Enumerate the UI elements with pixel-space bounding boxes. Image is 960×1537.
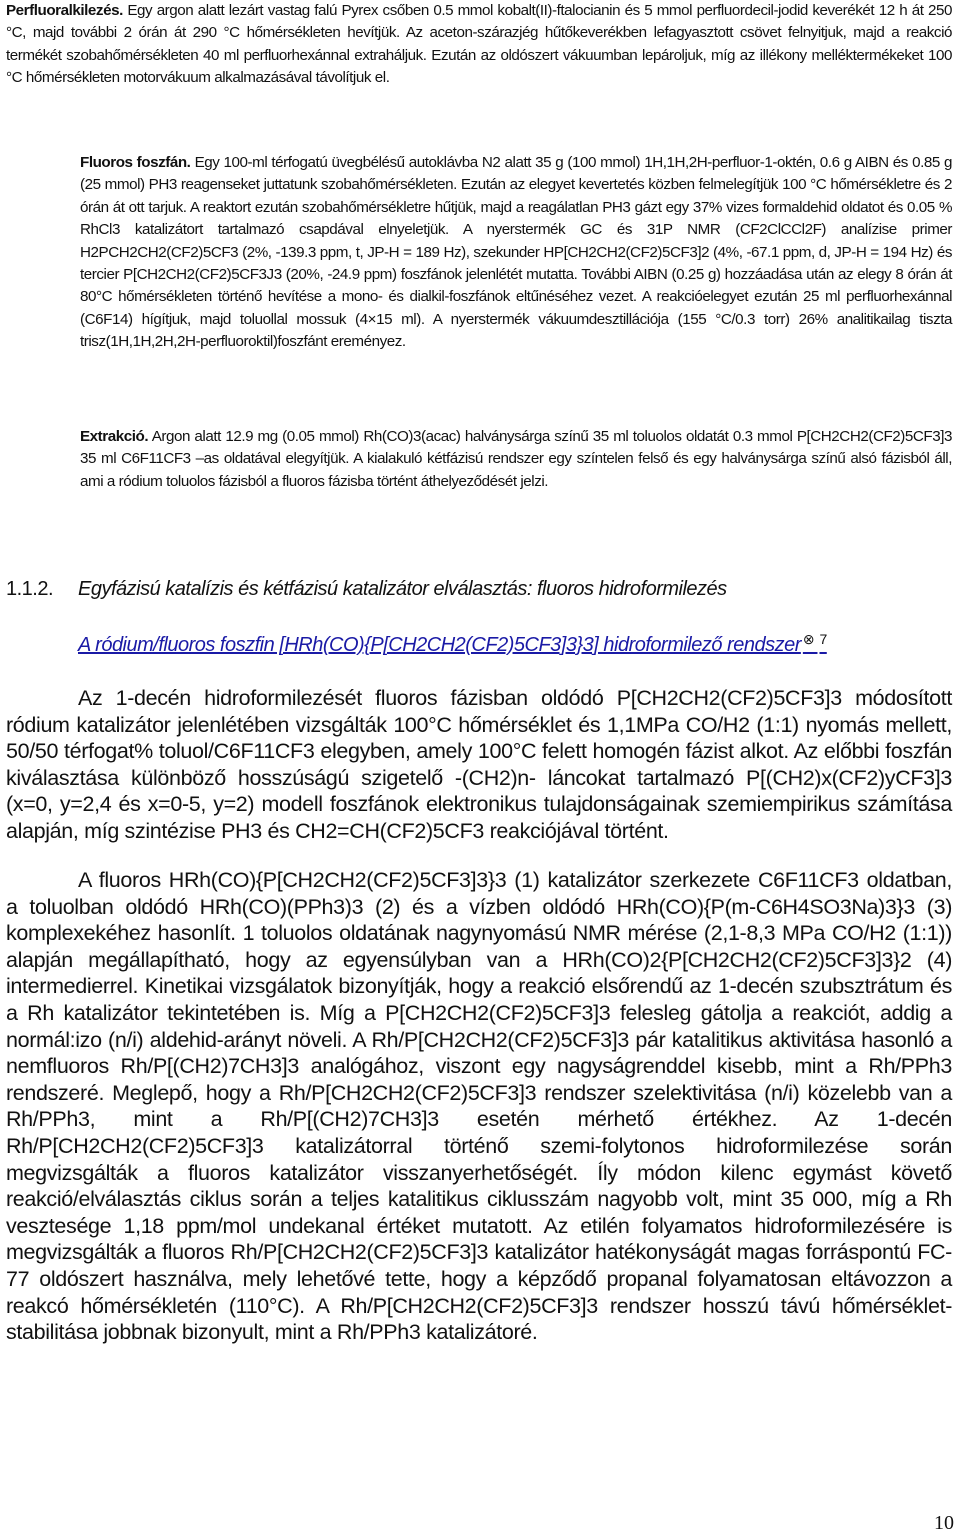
section-body: Egy argon alatt lezárt vastag falú Pyrex csőben 0.5 mmol kobalt(II)-ftalocianin és 5 mmol perfluordecil-jodid keverékét 12 h át 250 °C, majd további 2 órán át 290 °C hőmérsékleten hevítjük. Az aceton-szárazjég hűtőkeverékben lefagyasztott csövet felnyitjuk, majd a reakció termékét szobahőmérsékleten 40 ml perfluorhexánnal extraháljuk. Ezután az oldószert vákuumban lepároljuk, míg az illékony melléktermékeket 100 °C hőmérsékleten motorvákuum alkalmazásával távolítjuk el. [6, 2, 952, 87]
paragraph-1-text: Az 1-decén hidroformilezését fluoros fázisban oldódó P[CH2CH2(CF2)5CF3]3 módosított ródium katalizátor jelenlétében vizsgálták 100°C hőmérséklet és 1,1MPa CO/H2 (1:1) nyomás mellett, 50/50 térfogat% toluol/C6F11CF3 elegyben, amely 100°C felett homogén fázist alkot. Az előbbi foszfán kiválasztása különböző hosszúságú szigetelő -(CH2)n- láncokat tartalmazó P[(CH2)x(CF2)yCF3]3 (x=0, y=2,4 és x=0-5, y=2) modell foszfánok elektronikus tulajdonságainak szemiempirikus számítása alapján, míg szintézise PH3 és CH2=CH(CF2)5CF3 reakciójával történt. [6, 686, 952, 843]
reference-number: 7 [819, 631, 827, 647]
section-label: Perfluoralkilezés. [6, 2, 123, 19]
section-extrakcio [6, 426, 952, 493]
heading-number: 1.1.2. [6, 578, 54, 600]
section-heading [6, 578, 727, 601]
heading-title: Egyfázisú katalízis és kétfázisú katalizátor elválasztás: fluoros hidroformilezés [78, 578, 727, 600]
paragraph-2-text: A fluoros HRh(CO){P[CH2CH2(CF2)5CF3]3}3 (1) katalizátor szerkezete C6F11CF3 oldatban, a toluolban oldódó HRh(CO)(PPh3)3 (2) és a vízben oldódó HRh(CO){P(m-C6H4SO3Na)3}3 (3) komplexekéhez hasonlít. 1 toluolos oldatának nagynyomású NMR mérése (2,1-8,3 MPa CO/H2 (1:1)) alapján megállapítható, hogy az egyensúlyban van a HRh(CO)2{P[CH2CH2(CF2)5CF3]3}2 (4) intermedierrel. Kinetikai vizsgálatok bizonyítják, hogy a reakció elsőrendű az 1-decén szubsztrátum és a Rh katalizátor tekintetében is. Míg a P[CH2CH2(CF2)5CF3]3 felesleg gátolja a reakciót, addig a normál:izo (n/i) aldehid-arányt növeli. A Rh/P[CH2CH2(CF2)5CF3]3 pár katalitikus aktivitása hasonló a nemfluoros Rh/P[(CH2)7CH3]3 analógához, viszont egy nagyságrenddel kisebb, mint a Rh/PPh3 rendszeré. Meglepő, hogy a Rh/P[CH2CH2(CF2)5CF3]3 rendszer szelektivitása (n/i) közelebb van a Rh/PPh3, mint a Rh/P[(CH2)7CH3]3 esetén mérhető értékhez. Az 1-decén Rh/P[CH2CH2(CF2)5CF3]3 katalizátorral történő szemi-folytonos hidroformilezése során megvizsgálták a fluoros katalizátor visszanyerhetőségét. Íly módon kilenc egymást követő reakció/elválasztás ciklus során a teljes katalitikus ciklusszám nagyobb volt, mint 35 000, míg a Rh vesztesége 1,18 ppm/mol undekanal értéket mutatott. Az etilén folyamatos hidroformilezésére is megvizsgálták a fluoros Rh/P[CH2CH2(CF2)5CF3]3 katalizátor hatékonyságát magas forráspontú FC-77 oldószert használva, mely lehetővé tette, hogy a képződő propanal folyamatosan eltávozzon a reakcó hőmérsékletén (110°C). A Rh/P[CH2CH2(CF2)5CF3]3 rendszer hosszú távú hőmérséklet-stabilitása jobbnak bizonyult, mint a Rh/PPh3 katalizátoré. [6, 868, 952, 1345]
footnote-marker-icon: ⊗ [802, 631, 818, 647]
subheading-link[interactable] [78, 631, 827, 657]
section-label: Fluoros foszfán. [80, 154, 191, 171]
section-perfluoralkilezes [6, 0, 952, 90]
section-fluoros-foszfan [6, 152, 952, 354]
paragraph-2 [6, 867, 952, 1346]
page-number: 10 [934, 1512, 954, 1534]
section-label: Extrakció. [80, 428, 149, 445]
subheading-text[interactable]: A ródium/fluoros foszfin [HRh(CO){P[CH2CH2(CF2)5CF3]3}3] hidroformilező rendszer [78, 634, 801, 656]
paragraph-1 [6, 685, 952, 845]
section-body: Egy 100-ml térfogatú üvegbélésű autoklávba N2 alatt 35 g (100 mmol) 1H,1H,2H-perfluor-1-oktén, 0.6 g AIBN és 0.85 g (25 mmol) PH3 reagenseket juttatunk szobahőmérsékleten. Ezután az elegyet kevertetés közben felmelegítjük 100 °C hőmérsékletre és 2 órán át ott tarjuk. A reaktort ezután szobahőmérsékletre hűtjük, majd a reagálatlan PH3 gázt egy 37% vizes formaldehid oldatot és 0.05 % RhCl3 katalizátort tartalmazó csapdával elnyeletjük. A nyerstermék GC és 31P NMR (CF2ClCCl2F) analízise primer H2PCH2CH2(CF2)5CF3 (2%, -139.3 ppm, t, JP-H = 189 Hz), szekunder HP[CH2CH2(CF2)5CF3]2 (4%, -67.1 ppm, d, JP-H = 194 Hz) és tercier P[CH2CH2(CF2)5CF3J3 (20%, -24.9 ppm) foszfánok jelenlétét mutatta. További AIBN (0.25 g) hozzáadása után az elegy 8 órán át 80°C hőmérsékleten történő hevítése a mono- és dialkil-foszfánok eltűnéséhez vezet. A reakcióelegyet ezután 25 ml perfluorhexánnal (C6F14) hígítjuk, majd toluollal mossuk (4×15 ml). A nyerstermék vákuumdesztillációja (155 °C/0.3 torr) 26% analitikailag tiszta trisz(1H,1H,2H,2H-perfluoroktil)foszfánt ereményez. [80, 154, 952, 351]
section-body: Argon alatt 12.9 mg (0.05 mmol) Rh(CO)3(acac) halványsárga színű 35 ml toluolos oldatát 0.3 mmol P[CH2CH2(CF2)5CF3]3 35 ml C6F11CF3 –as oldatával elegyítjük. A kialakuló kétfázisú rendszer egy színtelen felső és egy halványsárga színű alsó fázisból áll, ami a ródium toluolos fázisból a fluoros fázisba történt áthelyeződését jelzi. [80, 428, 952, 490]
